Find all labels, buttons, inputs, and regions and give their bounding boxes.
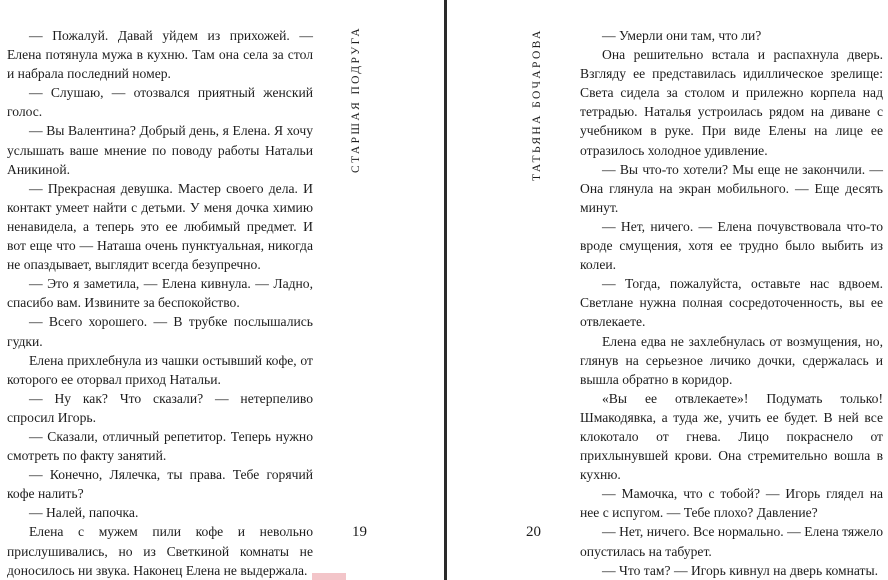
page-tab-mark: [312, 573, 346, 580]
paragraph: — Всего хорошего. — В трубке послышались гудки.: [7, 314, 313, 349]
paragraph: — Нет, ничего. — Елена почувствовала что-то вроде смущения, хотя ее трудно было выбить из колеи.: [580, 218, 883, 273]
right-page: [447, 0, 888, 580]
paragraph: — Пожалуй. Давай уйдем из прихожей. — Елена потянула мужа в кухню. Там она села за стол и набрала последний номер.: [7, 28, 313, 82]
paragraph: — Конечно, Лялечка, ты права. Тебе горячий кофе налить?: [7, 467, 313, 502]
paragraph: — Мамочка, что с тобой? — Игорь глядел на нее с испугом. — Тебе плохо? Давление?: [580, 486, 883, 521]
running-head-author: ТАТЬЯНА БОЧАРОВА: [531, 28, 543, 181]
paragraph: — Вы что-то хотели? Мы еще не закончили. — Она глянула на экран мобильного. — Еще десять минут.: [580, 161, 883, 215]
paragraph: — Налей, папочка.: [29, 505, 139, 521]
page-number: 20: [526, 524, 541, 540]
running-head-book-title: СТАРШАЯ ПОДРУГА: [350, 26, 362, 174]
left-page-text: [7, 26, 313, 580]
paragraph: — Что там? — Игорь кивнул на дверь комнаты.: [602, 562, 879, 578]
paragraph: — Тогда, пожалуйста, оставьте нас вдвоем. Светлане нужна полная сосредоточенность, вы ее отвлекаете.: [580, 276, 883, 330]
paragraph: «Вы ее отвлекаете»! Подумать только! Шмакодявка, а туда же, учить ее будет. В ней все клокотало от гнева. Лицо покраснело от прихлынувшей крови. Она стремительно вошла в кухню.: [580, 390, 883, 483]
paragraph: Елена прихлебнула из чашки остывший кофе, от которого ее оторвал приход Натальи.: [7, 352, 313, 387]
paragraph: — Сказали, отличный репетитор. Теперь нужно смотреть по факту занятий.: [7, 428, 313, 464]
paragraph: Она решительно встала и распахнула дверь. Взгляду ее представилась идиллическое зрелище: Света сидела за столом и прилежно корпела над тетрадью. Наталья устроилась рядом на диване с учебником в руке. При виде Елены на лице ее отразилось холодное удивление.: [580, 47, 883, 158]
page-number: 19: [352, 524, 367, 540]
paragraph: — Вы Валентина? Добрый день, я Елена. Я хочу услышать ваше мнение по поводу работы Натальи Аникиной.: [7, 123, 313, 177]
right-page-text: [580, 26, 883, 580]
paragraph: — Нет, ничего. Все нормально. — Елена тяжело опустилась на табурет.: [580, 524, 883, 559]
paragraph: — Слушаю, — отозвался приятный женский голос.: [7, 85, 313, 120]
paragraph: — Прекрасная девушка. Мастер своего дела. И контакт умеет найти с детьми. У меня дочка химию ненавидела, а теперь это ее любимый предмет. И вот еще что — Наташа очень пунктуальная, никогда не опаздывает, выглядит всегда безупречно.: [7, 180, 313, 273]
paragraph: — Ну как? Что сказали? — нетерпеливо спросил Игорь.: [7, 390, 313, 425]
paragraph: Елена с мужем пили кофе и невольно прислушивались, но из Светкиной комнаты не доносилось ни звука. Наконец Елена не выдержала.: [7, 524, 313, 578]
paragraph: Елена едва не захлебнулась от возмущения, но, глянув на серьезное личико дочки, сдержалась и вышла обратно в коридор.: [580, 333, 883, 387]
paragraph: — Умерли они там, что ли?: [602, 28, 762, 43]
paragraph: — Это я заметила, — Елена кивнула. — Ладно, спасибо вам. Извините за беспокойство.: [7, 276, 313, 311]
